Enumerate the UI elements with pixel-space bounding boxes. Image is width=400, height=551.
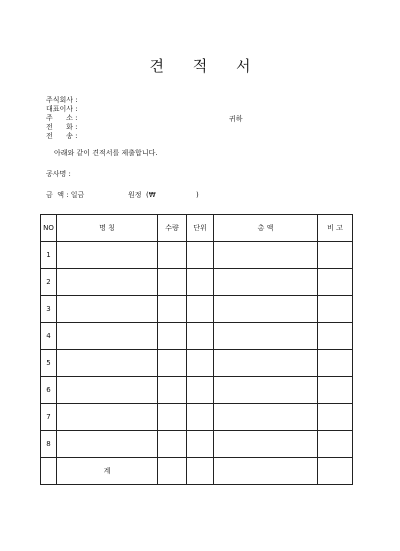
table-row <box>41 431 353 458</box>
total-cell[interactable] <box>214 269 318 296</box>
name-cell[interactable] <box>57 431 158 458</box>
quantity-cell[interactable] <box>158 350 187 377</box>
unit-cell[interactable] <box>187 458 214 485</box>
document-title <box>0 55 400 76</box>
row-number: 3 <box>41 296 57 323</box>
header-unit: 단위 <box>187 215 214 242</box>
row-number: 2 <box>41 269 57 296</box>
table-row <box>41 350 353 377</box>
row-number: 7 <box>41 404 57 431</box>
phone-label: 전 화 : <box>46 123 78 131</box>
quantity-cell[interactable] <box>158 404 187 431</box>
total-cell[interactable] <box>214 431 318 458</box>
total-cell[interactable] <box>214 296 318 323</box>
unit-cell[interactable] <box>187 404 214 431</box>
name-cell[interactable] <box>57 269 158 296</box>
name-cell[interactable] <box>57 404 158 431</box>
recipient-suffix: 귀하 <box>229 115 243 123</box>
table-row <box>41 404 353 431</box>
project-name-label: 공사명 : <box>46 170 71 178</box>
unit-cell[interactable] <box>187 269 214 296</box>
remarks-cell[interactable] <box>318 296 353 323</box>
name-cell[interactable] <box>57 323 158 350</box>
remarks-cell[interactable] <box>318 269 353 296</box>
quantity-cell[interactable] <box>158 296 187 323</box>
quantity-cell[interactable] <box>158 431 187 458</box>
row-number: 1 <box>41 242 57 269</box>
header-quantity: 수량 <box>158 215 187 242</box>
total-row-number <box>41 458 57 485</box>
name-cell[interactable] <box>57 296 158 323</box>
total-cell[interactable] <box>214 242 318 269</box>
amount-won-label: 원정 (₩ <box>128 191 156 199</box>
table-header-row <box>41 215 353 242</box>
row-number: 4 <box>41 323 57 350</box>
total-cell[interactable] <box>214 404 318 431</box>
ceo-label: 대표이사 : <box>46 105 78 113</box>
total-cell[interactable] <box>214 377 318 404</box>
unit-cell[interactable] <box>187 431 214 458</box>
fax-label: 전 송 : <box>46 132 78 140</box>
total-cell[interactable] <box>214 323 318 350</box>
total-label: 계 <box>57 458 158 485</box>
remarks-cell[interactable] <box>318 431 353 458</box>
row-number: 6 <box>41 377 57 404</box>
name-cell[interactable] <box>57 242 158 269</box>
unit-cell[interactable] <box>187 242 214 269</box>
address-label: 주 소 : <box>46 114 78 122</box>
total-cell[interactable] <box>214 350 318 377</box>
table-row <box>41 242 353 269</box>
remarks-cell[interactable] <box>318 458 353 485</box>
remarks-cell[interactable] <box>318 377 353 404</box>
quantity-cell[interactable] <box>158 377 187 404</box>
remarks-cell[interactable] <box>318 242 353 269</box>
title-char: 견 <box>149 57 164 75</box>
header-total: 총 액 <box>214 215 318 242</box>
name-cell[interactable] <box>57 377 158 404</box>
amount-close-paren: ) <box>196 191 199 199</box>
table-row <box>41 323 353 350</box>
title-char: 서 <box>236 57 251 75</box>
company-label: 주식회사 : <box>46 96 78 104</box>
remarks-cell[interactable] <box>318 350 353 377</box>
quantity-cell[interactable] <box>158 269 187 296</box>
total-row <box>41 458 353 485</box>
header-name: 명 칭 <box>57 215 158 242</box>
estimate-table <box>40 214 353 485</box>
unit-cell[interactable] <box>187 323 214 350</box>
table-row <box>41 269 353 296</box>
row-number: 5 <box>41 350 57 377</box>
quantity-cell[interactable] <box>158 323 187 350</box>
unit-cell[interactable] <box>187 350 214 377</box>
intro-text: 아래와 같이 견적서를 제출합니다. <box>54 149 158 157</box>
name-cell[interactable] <box>57 350 158 377</box>
header-no: NO <box>41 215 57 242</box>
header-remarks: 비 고 <box>318 215 353 242</box>
unit-cell[interactable] <box>187 296 214 323</box>
remarks-cell[interactable] <box>318 404 353 431</box>
quantity-cell[interactable] <box>158 458 187 485</box>
quantity-cell[interactable] <box>158 242 187 269</box>
remarks-cell[interactable] <box>318 323 353 350</box>
row-number: 8 <box>41 431 57 458</box>
table-row <box>41 296 353 323</box>
table-row <box>41 377 353 404</box>
unit-cell[interactable] <box>187 377 214 404</box>
total-cell[interactable] <box>214 458 318 485</box>
title-char: 적 <box>192 57 208 75</box>
amount-label: 금 액 : 일금 <box>46 191 85 199</box>
